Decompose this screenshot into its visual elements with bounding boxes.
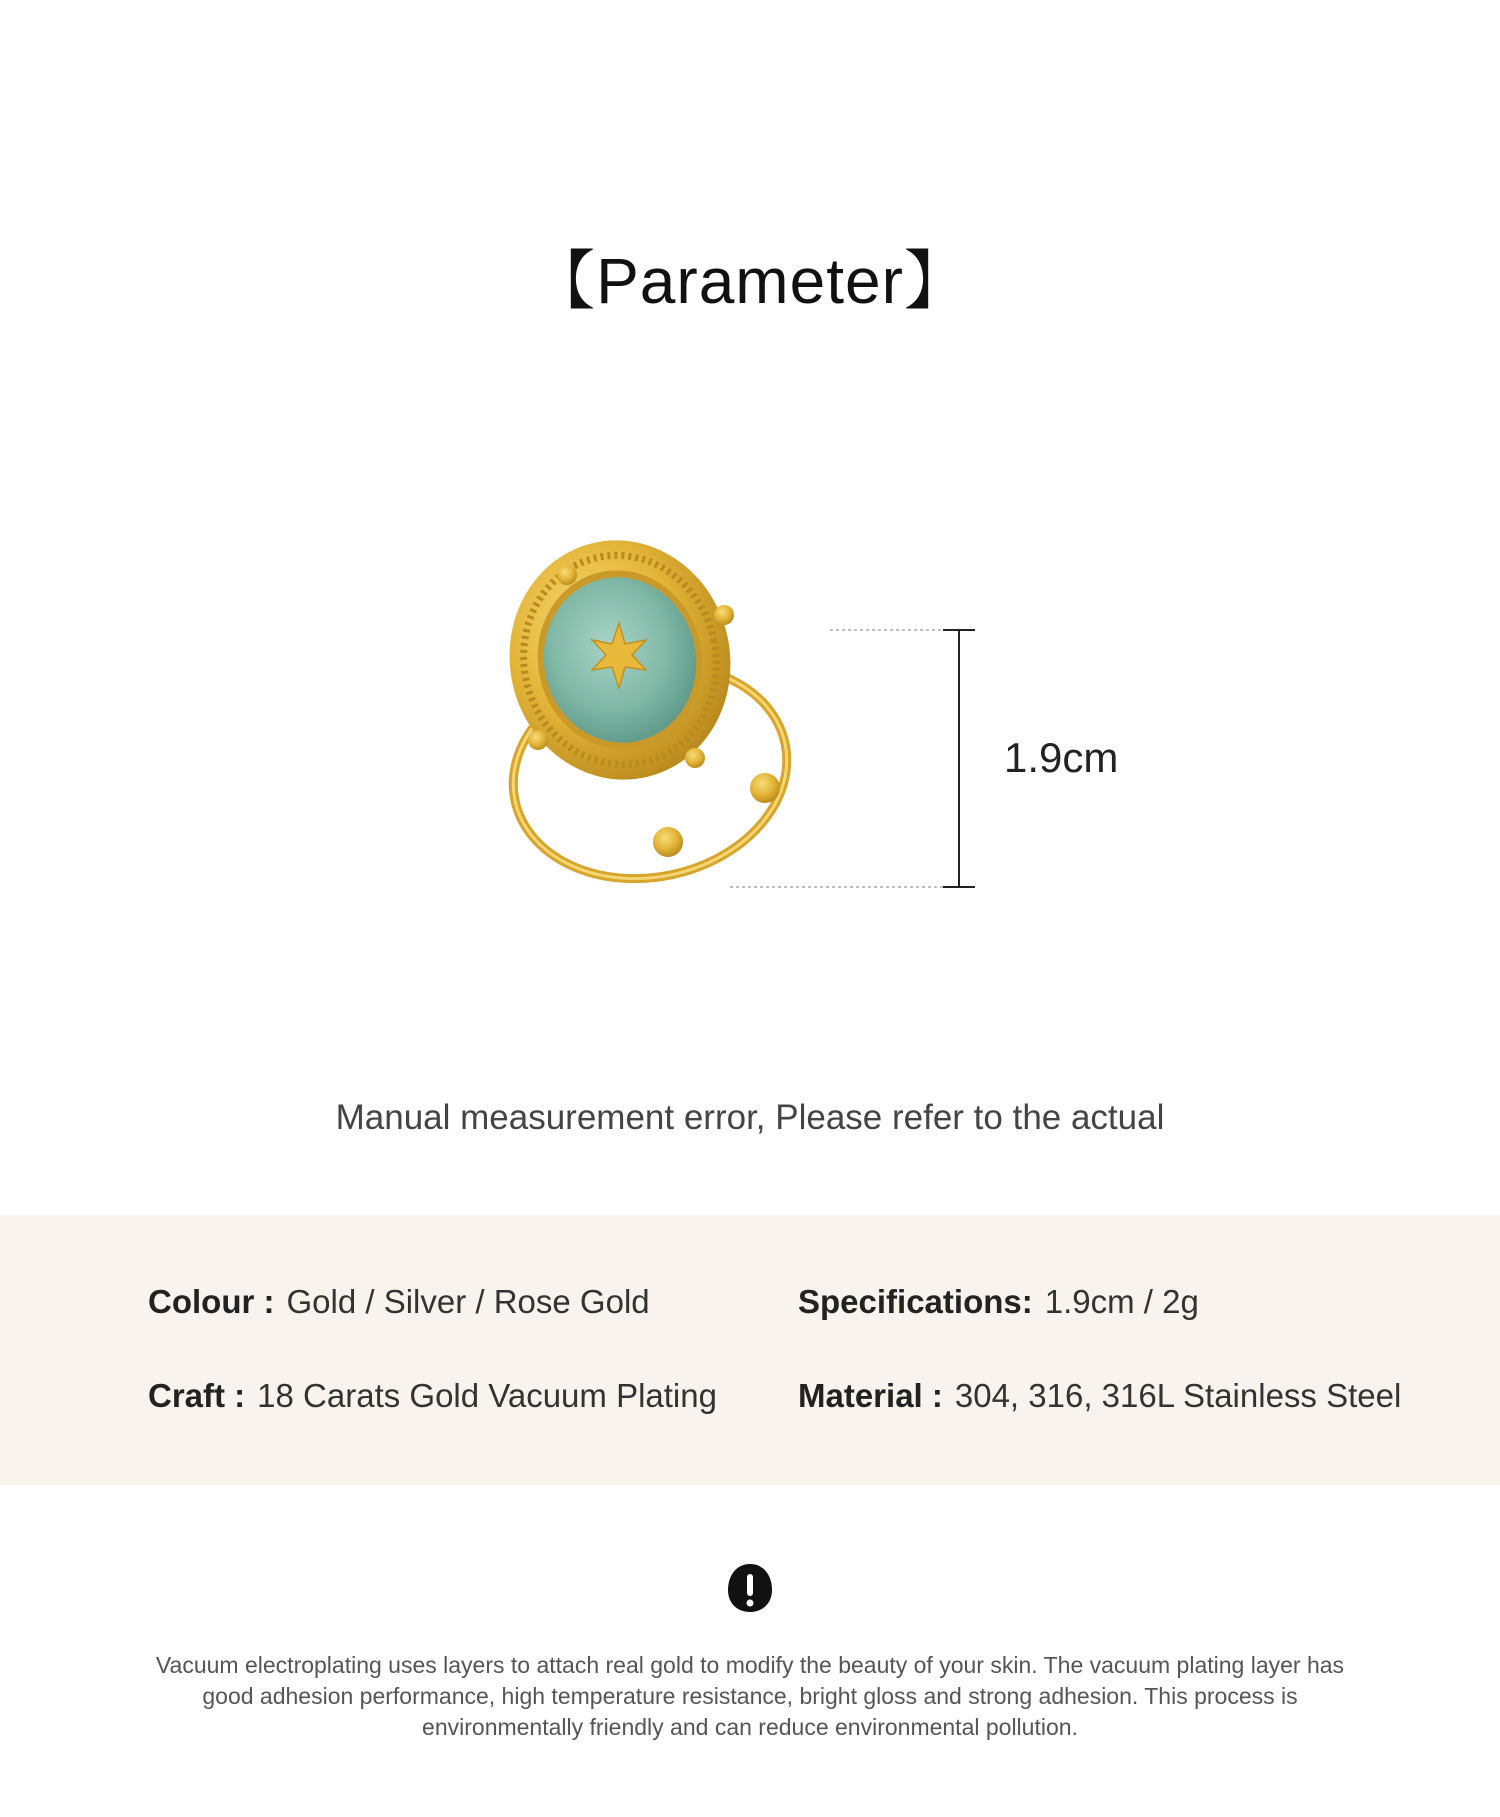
measurement-label: 1.9cm xyxy=(1004,734,1119,781)
spec-colour-key: Colour : xyxy=(148,1283,275,1320)
spec-craft xyxy=(148,1377,717,1415)
ring-ball-end-right xyxy=(750,773,780,803)
spec-craft-value: 18 Carats Gold Vacuum Plating xyxy=(257,1377,717,1414)
ring-ball-end-left xyxy=(653,827,683,857)
product-image-area xyxy=(480,540,1120,970)
measurement-note: Manual measurement error, Please refer to the actual xyxy=(335,1098,1165,1137)
ring-illustration xyxy=(480,540,1120,970)
spec-material xyxy=(798,1377,1401,1415)
spec-colour-value: Gold / Silver / Rose Gold xyxy=(286,1283,650,1320)
spec-specifications-value: 1.9cm / 2g xyxy=(1044,1283,1199,1320)
exclamation-icon xyxy=(726,1562,774,1614)
spec-colour xyxy=(148,1283,650,1321)
spec-material-value: 304, 316, 316L Stainless Steel xyxy=(954,1377,1402,1414)
spec-specifications xyxy=(798,1283,1199,1321)
page-title: 【Parameter】 xyxy=(531,245,969,317)
ring-face xyxy=(487,540,752,800)
plating-description: Vacuum electroplating uses layers to attach real gold to modify the beauty of your skin. The vacuum plating layer has good adhesion performance, high temperature resistance, bright gloss and strong adhesion. This process is environmentally friendly and can reduce environmental pollution. xyxy=(155,1652,1345,1740)
spec-material-key: Material : xyxy=(798,1377,943,1414)
spec-craft-key: Craft : xyxy=(148,1377,246,1414)
spec-specifications-key: Specifications: xyxy=(798,1283,1033,1320)
spec-panel xyxy=(0,1215,1500,1485)
